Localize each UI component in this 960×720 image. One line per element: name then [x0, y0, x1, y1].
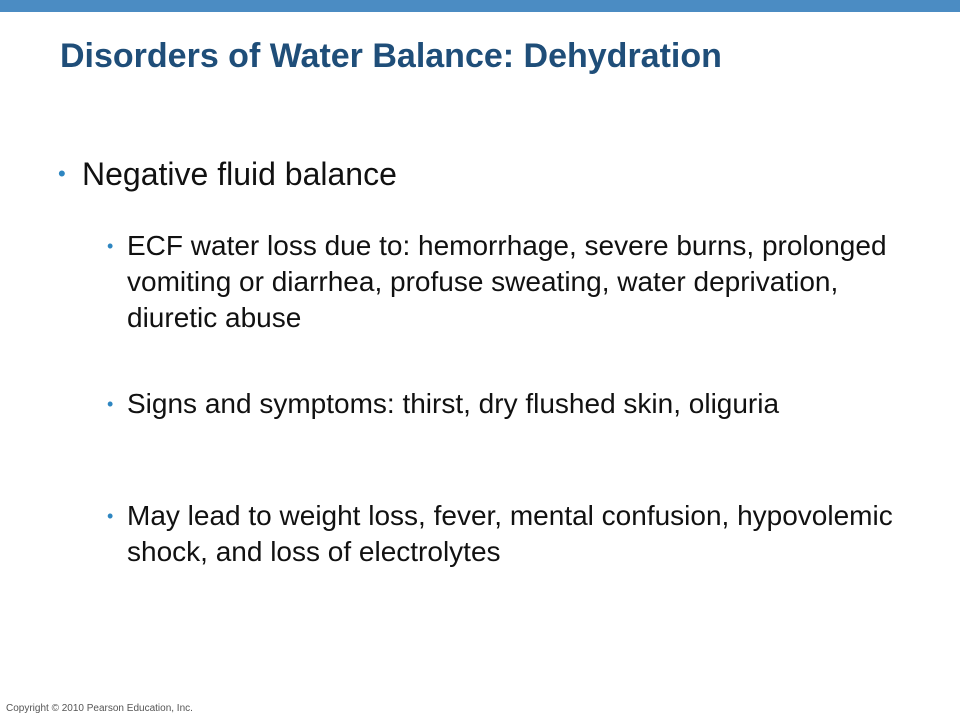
bullet-level1 [58, 155, 397, 193]
sub-bullet-text: ECF water loss due to: hemorrhage, severe burns, prolonged vomiting or diarrhea, profuse sweating, water deprivation, diuretic abuse [127, 230, 887, 333]
top-accent-bar [0, 0, 960, 12]
bullet-dot-icon: • [107, 506, 114, 526]
bullet-dot-icon: • [58, 161, 66, 186]
slide-title: Disorders of Water Balance: Dehydration [60, 37, 722, 75]
bullet-dot-icon: • [107, 394, 114, 414]
sub-bullet-text: Signs and symptoms: thirst, dry flushed skin, oliguria [127, 388, 780, 419]
bullet-dot-icon: • [107, 236, 114, 256]
sub-bullet-consequences [107, 498, 907, 570]
sub-bullet-ecf-water-loss [107, 228, 907, 336]
bullet-text: Negative fluid balance [82, 156, 397, 192]
sub-bullet-signs-symptoms [107, 386, 907, 422]
copyright-footer: Copyright © 2010 Pearson Education, Inc. [6, 703, 193, 714]
sub-bullet-text: May lead to weight loss, fever, mental confusion, hypovolemic shock, and loss of electrolytes [127, 500, 893, 567]
